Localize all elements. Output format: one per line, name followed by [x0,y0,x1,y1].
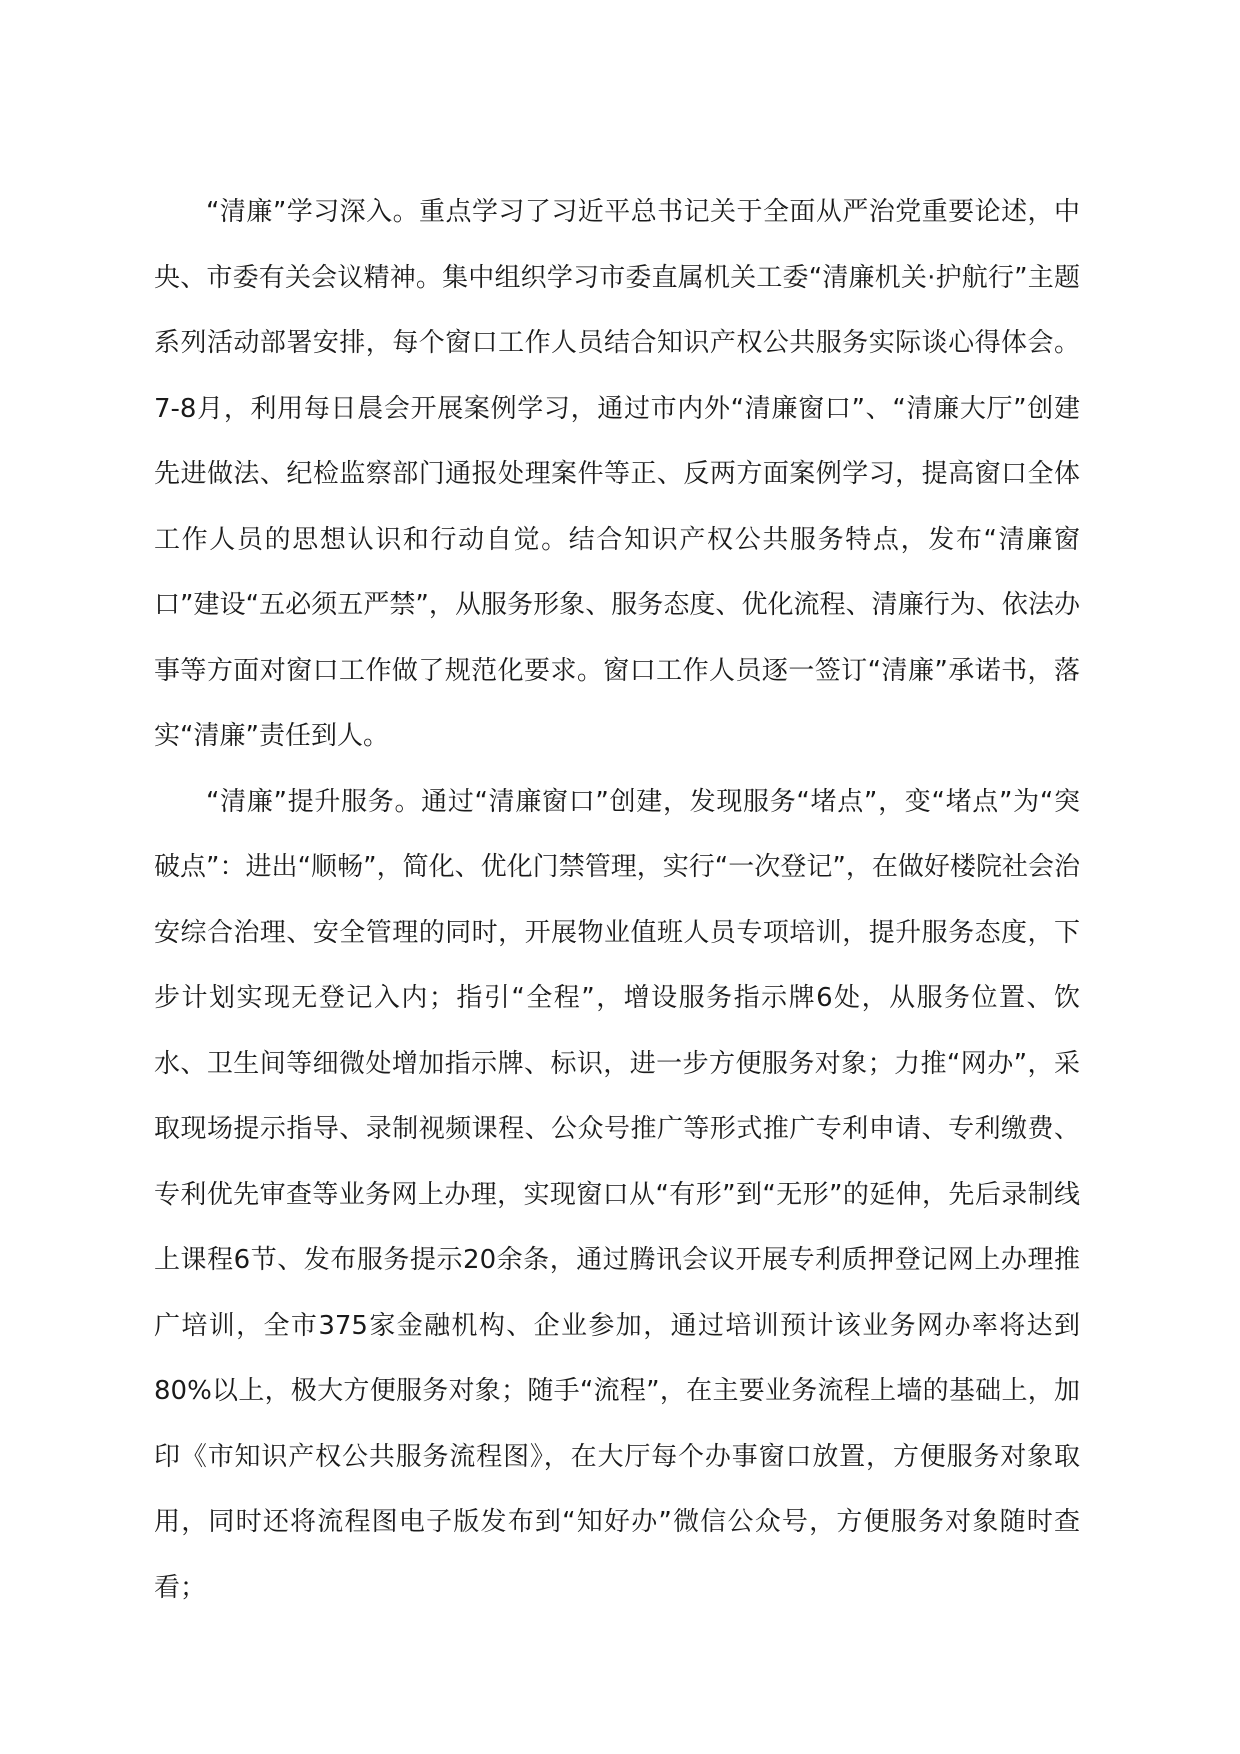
document-body [154,180,1080,1621]
paragraph-clean-service: “清廉”提升服务。通过“清廉窗口”创建，发现服务“堵点”，变“堵点”为“突破点”：进出“顺畅”，简化、优化门禁管理，实行“一次登记”，在做好楼院社会治安综合治理、安全管理的同时，开展物业值班人员专项培训，提升服务态度，下步计划实现无登记入内；指引“全程”，增设服务指示牌6处，从服务位置、饮水、卫生间等细微处增加指示牌、标识，进一步方便服务对象；力推“网办”，采取现场提示指导、录制视频课程、公众号推广等形式推广专利申请、专利缴费、专利优先审查等业务网上办理，实现窗口从“有形”到“无形”的延伸，先后录制线上课程6节、发布服务提示20余条，通过腾讯会议开展专利质押登记网上办理推广培训，全市375家金融机构、企业参加，通过培训预计该业务网办率将达到80%以上，极大方便服务对象；随手“流程”，在主要业务流程上墙的基础上，加印《市知识产权公共服务流程图》，在大厅每个办事窗口放置，方便服务对象取用，同时还将流程图电子版发布到“知好办”微信公众号，方便服务对象随时查看； [154,786,1080,1603]
paragraph-clean-study: “清廉”学习深入。重点学习了习近平总书记关于全面从严治党重要论述，中央、市委有关会议精神。集中组织学习市委直属机关工委“清廉机关·护航行”主题系列活动部署安排，每个窗口工作人员结合知识产权公共服务实际谈心得体会。7-8月，利用每日晨会开展案例学习，通过市内外“清廉窗口”、“清廉大厅”创建先进做法、纪检监察部门通报处理案件等正、反两方面案例学习，提高窗口全体工作人员的思想认识和行动自觉。结合知识产权公共服务特点，发布“清廉窗口”建设“五必须五严禁”，从服务形象、服务态度、优化流程、清廉行为、依法办事等方面对窗口工作做了规范化要求。窗口工作人员逐一签订“清廉”承诺书，落实“清廉”责任到人。 [154,197,1080,751]
